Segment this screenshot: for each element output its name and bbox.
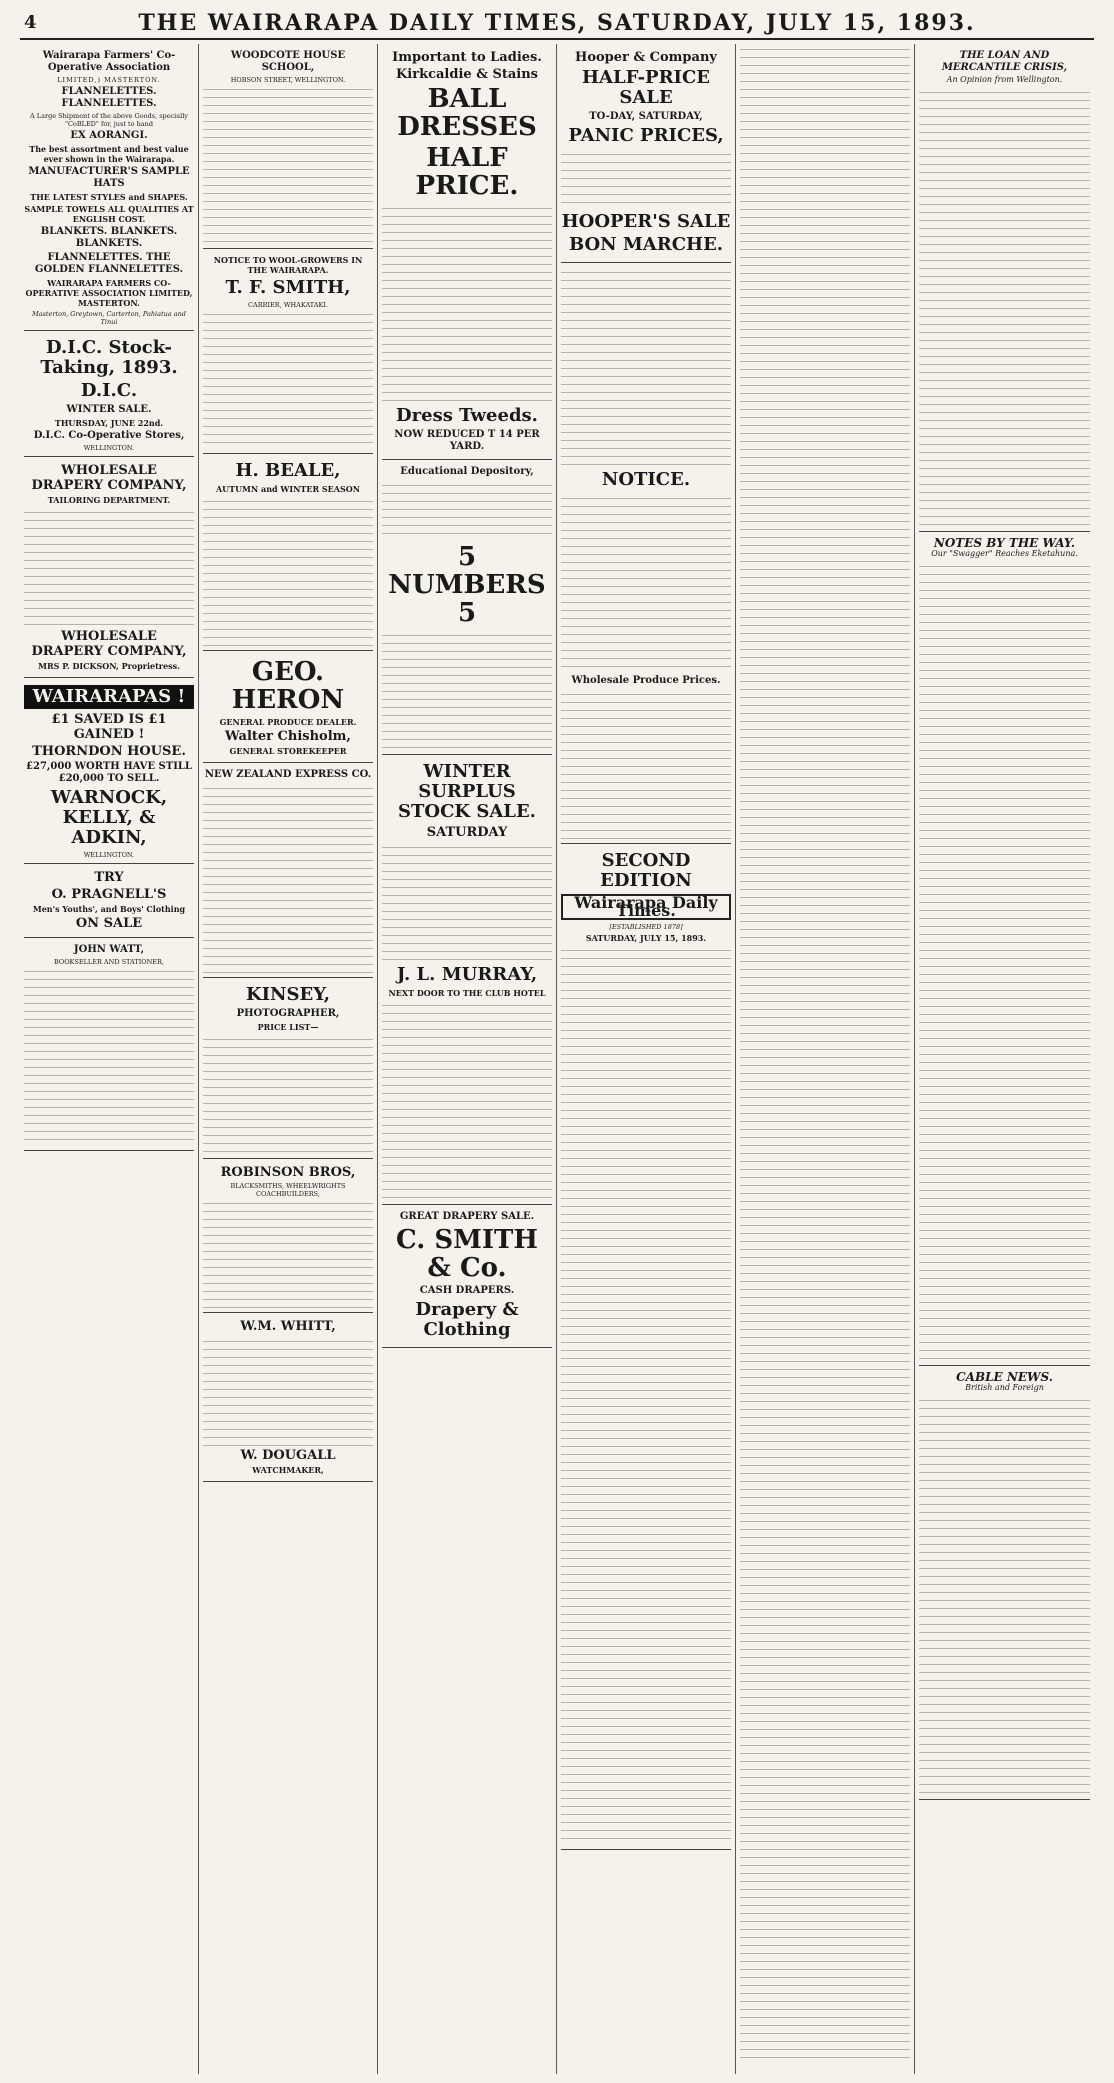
co-op-ad bbox=[24, 44, 194, 331]
cable-head: CABLE NEWS. bbox=[956, 1370, 1053, 1384]
dic-date: THURSDAY, JUNE 22nd. bbox=[54, 418, 164, 428]
saved-line: £1 SAVED IS £1 GAINED ! bbox=[51, 712, 167, 742]
on-sale-head: ON SALE bbox=[75, 916, 143, 931]
murray-head: J. L. MURRAY, bbox=[396, 964, 538, 985]
loan-body bbox=[919, 87, 1090, 527]
co-op-sub: LIMITED,) MASTERTON. bbox=[57, 76, 161, 84]
editorial-body bbox=[561, 945, 731, 1845]
beale-body bbox=[203, 496, 373, 646]
nz-express-ad bbox=[203, 763, 373, 978]
loan-head: THE LOAN AND MERCANTILE CRISIS, bbox=[941, 50, 1068, 73]
column-2 bbox=[199, 44, 378, 2074]
edition-block bbox=[561, 844, 731, 1850]
kirkcaldie-ad bbox=[382, 44, 552, 460]
dougall-head: W. DOUGALL bbox=[240, 1448, 336, 1463]
csmith-ad bbox=[382, 1205, 552, 1348]
dic-head: D.I.C. Stock-Taking, 1893. bbox=[40, 337, 178, 378]
beale-head: H. BEALE, bbox=[235, 460, 341, 481]
hats-sub: THE LATEST STYLES and SHAPES. bbox=[30, 192, 188, 202]
dress-head: Dress Tweeds. bbox=[396, 405, 538, 426]
today-head: TO-DAY, SATURDAY, bbox=[589, 111, 703, 122]
column-4 bbox=[557, 44, 736, 2074]
tf-smith-body bbox=[203, 309, 373, 449]
second-edition: SECOND EDITION bbox=[600, 850, 692, 891]
masthead bbox=[20, 8, 1094, 40]
men-line: Men's Youths', and Boys' Clothing bbox=[32, 904, 186, 914]
whitt-body bbox=[203, 1336, 373, 1446]
cable-body bbox=[919, 1395, 1090, 1795]
heron-head: GEO. HERON bbox=[231, 657, 345, 715]
notes-article bbox=[919, 532, 1090, 1366]
flannelettes-line: FLANNELETTES. THE GOLDEN FLANNELETTES. bbox=[34, 252, 184, 275]
co-op-towns: Masterton, Greytown, Carterton, Pahiatua and Tinui bbox=[32, 310, 186, 326]
wairarapas-head: WAIRARAPAS ! bbox=[24, 685, 194, 709]
wholesale-produce: Wholesale Produce Prices. bbox=[571, 675, 721, 686]
notes-body bbox=[919, 561, 1090, 1361]
whitt-ad bbox=[203, 1313, 373, 1482]
column-1 bbox=[20, 44, 199, 2074]
winter-head: WINTER SURPLUS STOCK SALE. bbox=[398, 761, 536, 822]
dic-town: WELLINGTON. bbox=[83, 444, 135, 452]
co-op-footer: WAIRARAPA FARMERS CO-OPERATIVE ASSOCIATION LIMITED, MASTERTON. bbox=[25, 278, 193, 308]
tf-smith-role: CARRIER, WHAKATAKI. bbox=[248, 301, 328, 309]
notice-body bbox=[561, 493, 731, 673]
warnock-head: WARNOCK, KELLY, & ADKIN, bbox=[50, 787, 168, 848]
co-op-name: Wairarapa Farmers' Co-Operative Association bbox=[42, 50, 176, 73]
murray-body bbox=[382, 1000, 552, 1200]
wholesale-ad bbox=[24, 457, 194, 678]
price-head: PRICE LIST— bbox=[257, 1022, 319, 1032]
loan-article bbox=[919, 44, 1090, 532]
beale-ad bbox=[203, 454, 373, 651]
hoopers-sale: HOOPER'S SALE bbox=[561, 211, 731, 232]
robinson-body bbox=[203, 1198, 373, 1308]
edu-body bbox=[382, 480, 552, 540]
hooper-head: Hooper & Company bbox=[575, 50, 717, 65]
pragnell-ad bbox=[24, 864, 194, 938]
robinson-sub: BLACKSMITHS, WHEELWRIGHTS COACHBUILDERS, bbox=[230, 1182, 346, 1198]
chisholm-head: Walter Chisholm, bbox=[225, 729, 351, 744]
hooper-body bbox=[561, 149, 731, 209]
great-drapery: GREAT DRAPERY SALE. bbox=[399, 1211, 535, 1222]
winter-ad bbox=[382, 755, 552, 1205]
produce-body bbox=[561, 689, 731, 839]
whitt-head: W.M. WHITT, bbox=[240, 1319, 336, 1334]
john-watt-body bbox=[24, 966, 194, 1146]
important-head: Important to Ladies. bbox=[392, 50, 542, 65]
drapery-clothing: Drapery & Clothing bbox=[415, 1299, 519, 1340]
established: [ESTABLISHED 1878] bbox=[609, 923, 683, 931]
john-watt-role: BOOKSELLER AND STATIONER, bbox=[53, 958, 164, 966]
try-head: TRY bbox=[94, 870, 124, 885]
nz-express-head: NEW ZEALAND EXPRESS CO. bbox=[204, 769, 372, 780]
beale-sub: AUTUMN and WINTER SEASON bbox=[215, 484, 361, 494]
ball-head: BALL DRESSES bbox=[397, 84, 537, 142]
john-watt-head: JOHN WATT, bbox=[73, 944, 145, 955]
dic-name: D.I.C. bbox=[80, 380, 138, 401]
saturday-head: SATURDAY bbox=[426, 825, 508, 840]
edu-ad bbox=[382, 460, 552, 755]
shipment-text: A Large Shipment of the above Goods, specially "CoBLED" for, just to hand bbox=[30, 112, 188, 128]
panic-head: PANIC PRICES, bbox=[568, 125, 724, 146]
column-6 bbox=[915, 44, 1094, 2074]
kinsey-body bbox=[203, 1034, 373, 1154]
heron-ad bbox=[203, 651, 373, 763]
notice-block bbox=[561, 263, 731, 844]
wholesale-head: WHOLESALE DRAPERY COMPANY, bbox=[31, 463, 187, 493]
woodcote-head: WOODCOTE HOUSE SCHOOL, bbox=[230, 50, 346, 73]
wholesale-body bbox=[24, 507, 194, 627]
dic-sale: WINTER SALE. bbox=[66, 404, 152, 415]
nz-express-body bbox=[203, 783, 373, 973]
kinsey-head: KINSEY, bbox=[245, 984, 331, 1005]
five-body bbox=[382, 630, 552, 750]
kirkcaldie-head: Kirkcaldie & Stains bbox=[396, 67, 538, 82]
notice-head: NOTICE TO WOOL-GROWERS IN THE WAIRARAPA. bbox=[213, 255, 363, 275]
dougall-sub: WATCHMAKER, bbox=[252, 1465, 324, 1475]
dateline: SATURDAY, JULY 15, 1893. bbox=[585, 933, 707, 943]
john-watt-ad bbox=[24, 938, 194, 1151]
best-assortment: The best assortment and best value ever shown in the Wairarapa. bbox=[29, 144, 189, 164]
kinsey-sub: PHOTOGRAPHER, bbox=[236, 1008, 340, 1019]
hooper-ad bbox=[561, 44, 731, 263]
paper-name: Wairarapa Daily Times. bbox=[561, 894, 731, 920]
tailoring-head: TAILORING DEPARTMENT. bbox=[47, 495, 171, 505]
amount-line: £27,000 WORTH HAVE STILL £20,000 TO SELL. bbox=[26, 761, 192, 784]
winter-body bbox=[382, 842, 552, 962]
five-numbers: 5 NUMBERS 5 bbox=[388, 542, 546, 628]
swagger-head: Our "Swagger" Reaches Eketahuna. bbox=[931, 549, 1078, 558]
notices-body bbox=[561, 267, 731, 467]
column-5 bbox=[736, 44, 915, 2074]
cash-drapers: CASH DRAPERS. bbox=[419, 1285, 515, 1296]
ship-name: EX AORANGI. bbox=[70, 130, 148, 141]
tf-smith-head: T. F. SMITH, bbox=[225, 277, 351, 298]
woodcote-body bbox=[203, 84, 373, 244]
flannelettes-head: FLANNELETTES. FLANNELETTES. bbox=[61, 86, 157, 109]
loan-sub: An Opinion from Wellington. bbox=[946, 75, 1063, 84]
half-head: HALF PRICE. bbox=[415, 143, 519, 201]
half-price-sale: HALF-PRICE SALE bbox=[581, 67, 711, 108]
chisholm-sub: GENERAL STOREKEEPER bbox=[229, 746, 347, 756]
news-body bbox=[740, 44, 910, 2064]
robinson-head: ROBINSON BROS, bbox=[220, 1165, 356, 1180]
edu-head: Educational Depository, bbox=[400, 466, 534, 477]
cable-article bbox=[919, 1366, 1090, 1800]
pragnell-head: O. PRAGNELL'S bbox=[51, 887, 167, 902]
towels-line: SAMPLE TOWELS ALL QUALITIES AT ENGLISH COST. bbox=[24, 204, 194, 224]
notice-head: NOTICE. bbox=[601, 469, 691, 490]
next-door: NEXT DOOR TO THE CLUB HOTEL bbox=[388, 988, 546, 998]
page-number: 4 bbox=[24, 12, 37, 33]
dic-stores: D.I.C. Co-Operative Stores, bbox=[33, 430, 185, 441]
wholesale-proprietor: MRS P. DICKSON, Proprietress. bbox=[38, 661, 180, 671]
heron-sub: GENERAL PRODUCE DEALER. bbox=[219, 717, 357, 727]
thorndon-ad bbox=[24, 678, 194, 864]
blankets-line: BLANKETS. BLANKETS. BLANKETS. bbox=[40, 226, 178, 249]
thorndon-head: THORNDON HOUSE. bbox=[32, 744, 186, 759]
warnock-town: WELLINGTON. bbox=[83, 851, 135, 859]
bon-marche: BON MARCHE. bbox=[568, 234, 724, 255]
cable-sub: British and Foreign bbox=[965, 1383, 1044, 1392]
now-reduced: NOW REDUCED T 14 PER YARD. bbox=[394, 429, 540, 452]
notice-ad bbox=[203, 249, 373, 454]
wholesale-footer: WHOLESALE DRAPERY COMPANY, bbox=[31, 629, 187, 659]
kirkcaldie-body bbox=[382, 203, 552, 403]
woodcote-sub: HOBSON STREET, WELLINGTON. bbox=[230, 76, 346, 84]
csmith-head: C. SMITH & Co. bbox=[396, 1225, 538, 1283]
newspaper-title: THE WAIRARAPA DAILY TIMES, SATURDAY, JULY 15, 1893. bbox=[138, 10, 976, 36]
newspaper-page bbox=[20, 44, 1094, 2074]
kinsey-ad bbox=[203, 978, 373, 1159]
dic-ad bbox=[24, 331, 194, 457]
notes-head: NOTES BY THE WAY. bbox=[933, 536, 1076, 550]
robinson-ad bbox=[203, 1159, 373, 1313]
column-3 bbox=[378, 44, 557, 2074]
hats-head: MANUFACTURER'S SAMPLE HATS bbox=[28, 166, 190, 189]
woodcote-ad bbox=[203, 44, 373, 249]
